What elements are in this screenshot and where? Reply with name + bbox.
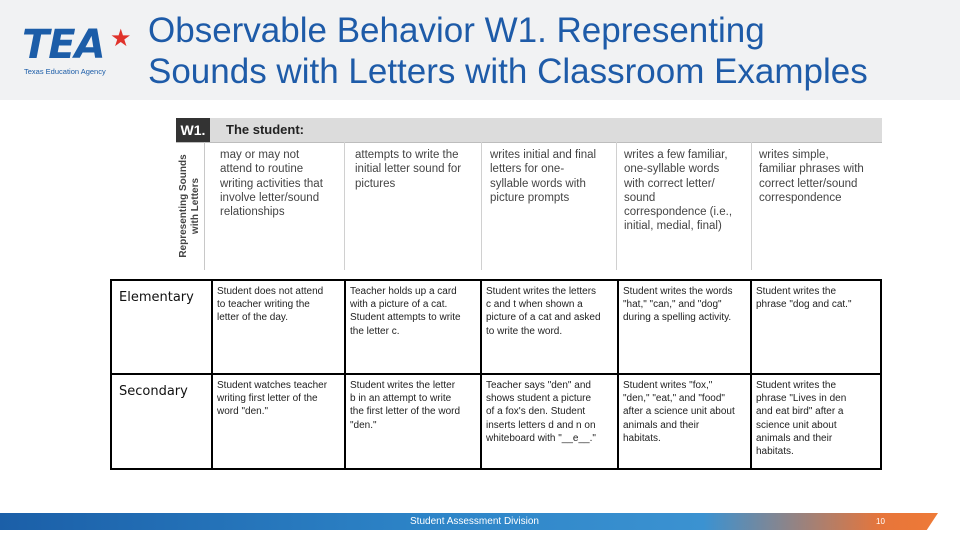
- rubric-line: initial, medial, final): [624, 220, 722, 233]
- cell-line: Student does not attend: [217, 286, 324, 297]
- rubric-line: may or may not: [220, 149, 300, 161]
- rubric-line: relationships: [220, 206, 285, 219]
- rubric-line: with correct letter/: [624, 177, 715, 190]
- slide-title-line-2: Sounds with Letters with Classroom Examples: [148, 52, 868, 91]
- cell-line: Student writes "fox,": [623, 380, 713, 391]
- logo-subtext: Texas Education Agency: [24, 67, 106, 76]
- table-cell: [213, 375, 344, 468]
- cell-line: letter of the day.: [217, 312, 288, 324]
- row-label-elementary: Elementary: [119, 290, 194, 305]
- rubric-id: W1.: [176, 118, 210, 142]
- rubric-line: correspondence (i.e.,: [624, 206, 733, 219]
- cell-line: during a spelling activity.: [623, 312, 732, 324]
- rubric-line: writing activities that: [220, 177, 323, 190]
- cell-line: phrase "dog and cat.": [756, 299, 852, 311]
- rubric-level-5: [759, 148, 881, 205]
- cell-line: c and t when shown a: [486, 299, 583, 311]
- cell-line: "hat," "can," and "dog": [623, 299, 722, 311]
- rubric-line: pictures: [355, 177, 396, 190]
- rubric-excerpt: [176, 118, 882, 270]
- rubric-level-3: [490, 148, 614, 205]
- cell-line: Teacher holds up a card: [350, 286, 457, 297]
- examples-table: [110, 279, 882, 470]
- cell-line: after a science unit about: [623, 406, 735, 418]
- logo-wordmark: TEA: [22, 22, 105, 68]
- slide-title: [148, 10, 958, 92]
- cell-line: Student writes the: [756, 286, 837, 297]
- rubric-divider: [481, 142, 482, 270]
- footer: [0, 513, 960, 530]
- rubric-line: writes simple,: [759, 149, 829, 161]
- cell-line: Teacher says "den" and: [486, 380, 591, 391]
- rubric-line: writes initial and final: [490, 149, 597, 161]
- table-cell: [346, 281, 480, 373]
- cell-line: "den," "eat," and "food": [623, 393, 725, 405]
- cell-line: the letter c.: [350, 325, 400, 337]
- cell-line: to write the word.: [486, 325, 563, 337]
- rubric-side-line-2: with Letters: [190, 177, 201, 235]
- rubric-level-2: [355, 148, 479, 191]
- cell-line: habitats.: [756, 446, 794, 458]
- cell-line: Student watches teacher: [217, 380, 328, 391]
- rubric-level-4: [624, 148, 749, 234]
- rubric-line: attempts to write the: [355, 149, 459, 161]
- rubric-line: attend to routine: [220, 163, 304, 176]
- rubric-line: picture prompts: [490, 191, 570, 204]
- cell-line: word "den.": [217, 406, 269, 418]
- cell-line: animals and their: [756, 432, 833, 444]
- rubric-side-line-1: Representing Sounds: [178, 154, 189, 258]
- table-cell: [346, 375, 480, 468]
- rubric-heading: The student:: [226, 122, 304, 137]
- rubric-side-label: [176, 142, 205, 270]
- cell-line: and eat bird" after a: [756, 406, 844, 418]
- table-cell: [619, 281, 750, 373]
- cell-line: "den.": [350, 419, 377, 431]
- cell-line: with a picture of a cat.: [350, 299, 448, 311]
- texas-star-icon: ★: [110, 25, 132, 52]
- cell-line: habitats.: [623, 432, 661, 444]
- rubric-header: [176, 118, 882, 143]
- table-cell: [482, 281, 617, 373]
- cell-line: phrase "Lives in den: [756, 393, 847, 405]
- rubric-line: one-syllable words: [624, 163, 720, 176]
- table-cell: [482, 375, 617, 468]
- rubric-divider: [344, 142, 345, 270]
- rubric-line: involve letter/sound: [220, 191, 320, 204]
- cell-line: Student writes the words: [623, 286, 733, 297]
- cell-line: Student attempts to write: [350, 312, 461, 324]
- rubric-divider: [616, 142, 617, 270]
- cell-line: whiteboard with "__e__.": [486, 432, 596, 444]
- rubric-side-text: [178, 154, 202, 257]
- slide-title-line-1: Observable Behavior W1. Representing: [148, 11, 765, 50]
- rubric-line: syllable words with: [490, 177, 586, 190]
- table-cell: [752, 281, 880, 373]
- cell-line: b in an attempt to write: [350, 393, 452, 405]
- cell-line: Student writes the: [756, 380, 837, 391]
- tea-logo: [18, 22, 133, 82]
- cell-line: Student writes the letters: [486, 286, 597, 297]
- cell-line: writing first letter of the: [217, 393, 318, 405]
- page-number: 10: [876, 517, 885, 526]
- rubric-line: correct letter/sound: [759, 177, 858, 190]
- cell-line: of a fox's den. Student: [486, 406, 586, 418]
- cell-line: to teacher writing the: [217, 299, 310, 311]
- rubric-line: familiar phrases with: [759, 163, 864, 176]
- table-cell: [213, 281, 344, 373]
- rubric-line: sound: [624, 191, 656, 204]
- cell-line: animals and their: [623, 419, 700, 431]
- footer-division: Student Assessment Division: [410, 516, 539, 527]
- rubric-divider: [751, 142, 752, 270]
- rubric-line: initial letter sound for: [355, 163, 462, 176]
- rubric-line: writes a few familiar,: [624, 149, 728, 161]
- rubric-level-1: [220, 148, 342, 219]
- cell-line: science unit about: [756, 419, 837, 431]
- cell-line: Student writes the letter: [350, 380, 456, 391]
- rubric-line: correspondence: [759, 191, 842, 204]
- table-cell: [752, 375, 880, 468]
- cell-line: inserts letters d and n on: [486, 419, 596, 431]
- cell-line: the first letter of the word: [350, 406, 461, 418]
- table-cell: [619, 375, 750, 468]
- cell-line: picture of a cat and asked: [486, 312, 601, 324]
- rubric-line: letters for one-: [490, 163, 565, 176]
- row-label-secondary: Secondary: [119, 384, 188, 399]
- cell-line: shows student a picture: [486, 393, 592, 405]
